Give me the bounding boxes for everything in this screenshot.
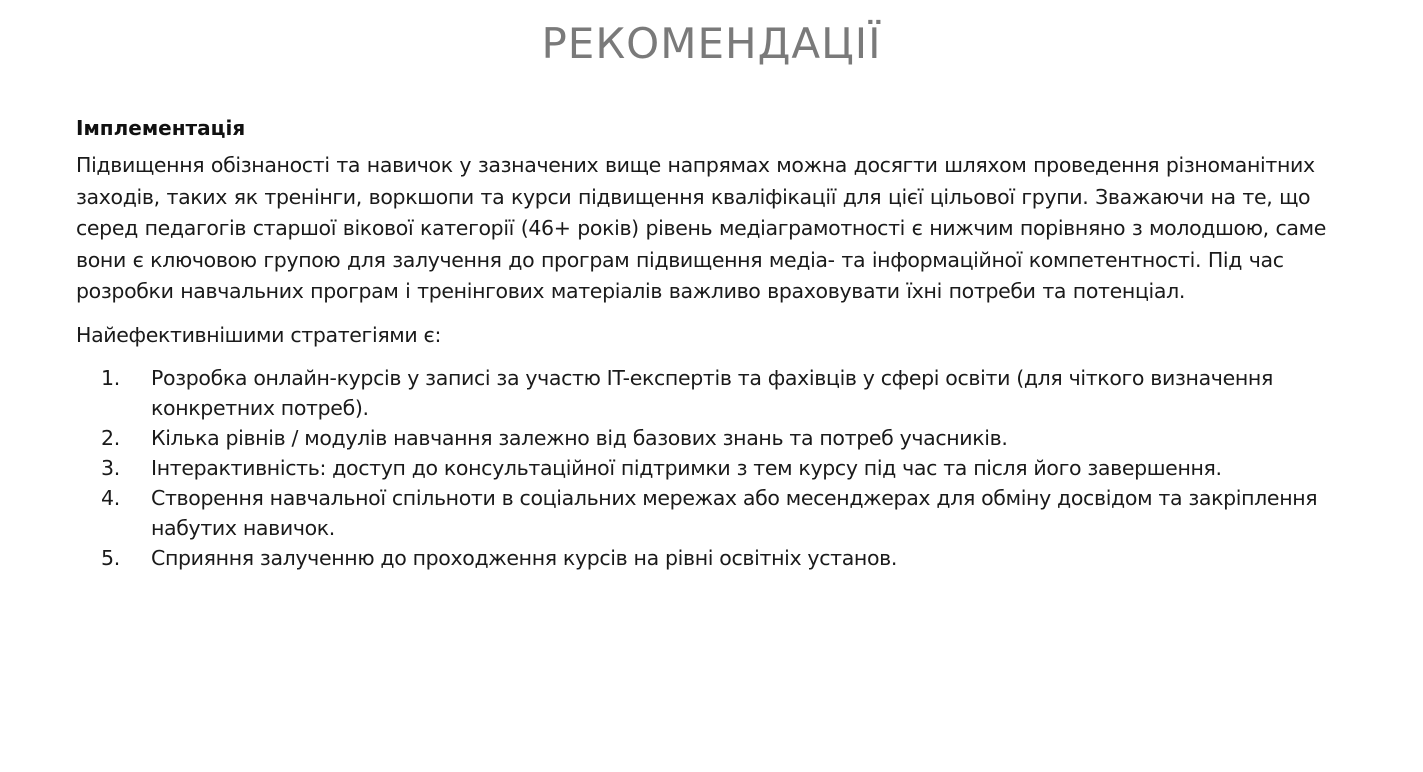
list-item-number: 5. (101, 546, 120, 570)
strategies-intro: Найефективнішими стратегіями є: (76, 322, 442, 347)
list-item-text: Інтерактивність: доступ до консультаційної підтримки з тем курсу під час та після його завершення. (151, 456, 1222, 480)
list-item (76, 423, 1351, 453)
list-item-number: 1. (101, 366, 120, 390)
list-item (76, 453, 1351, 483)
body-paragraph: Підвищення обізнаності та навичок у зазначених вище напрямах можна досягти шляхом проведення різноманітних заходів, таких як тренінги, воркшопи та курси підвищення кваліфікації для цієї цільової групи. Зважаючи на те, що серед педагогів старшої вікової категорії (46+ років) рівень медіаграмотності є нижчим порівняно з молодшою, саме вони є ключовою групою для залучення до програм підвищення медіа- та інформаційної компетентності. Під час розробки навчальних програм і тренінгових матеріалів важливо враховувати їхні потреби та потенціал. (76, 153, 1326, 303)
list-item-number: 4. (101, 486, 120, 510)
list-item (76, 483, 1351, 543)
list-item (76, 543, 1351, 573)
section-heading: Імплементація (76, 116, 246, 140)
list-item-text: Сприяння залученню до проходження курсів на рівні освітніх установ. (151, 546, 898, 570)
list-item (76, 363, 1351, 423)
list-item-text: Розробка онлайн-курсів у записі за участю IT-експертів та фахівців у сфері освіти (для чіткого визначення конкретних потреб). (151, 366, 1273, 420)
list-item-number: 2. (101, 426, 120, 450)
list-item-text: Кілька рівнів / модулів навчання залежно від базових знань та потреб учасників. (151, 426, 1008, 450)
strategies-list (76, 363, 1376, 573)
list-item-text: Створення навчальної спільноти в соціальних мережах або месенджерах для обміну досвідом та закріплення набутих навичок. (151, 486, 1318, 540)
content-section (76, 112, 1376, 573)
page-title: РЕКОМЕНДАЦІЇ (541, 19, 882, 68)
list-item-number: 3. (101, 456, 120, 480)
